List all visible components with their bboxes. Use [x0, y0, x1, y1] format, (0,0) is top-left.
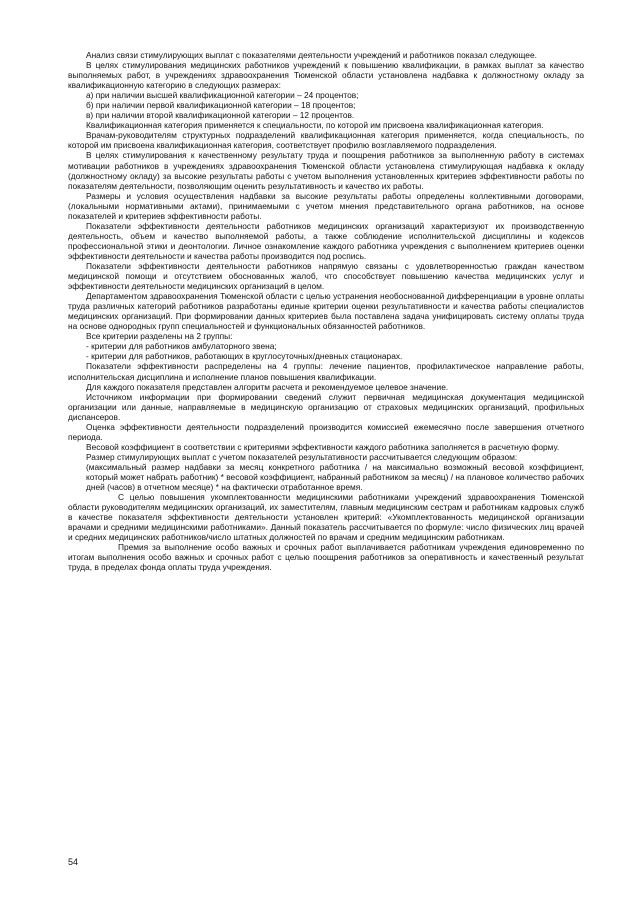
list-item: б) при наличии первой квалификационной категории – 18 процентов; — [86, 100, 356, 111]
paragraph: Департаментом здравоохранения Тюменской области с целью устранения необоснованной дифференциации в уровне оплаты труда различных категорий работников разработаны единые критерии оценки результативности и качества работы специалистов медицинских организаций. При формировании данных критериев была поставлена задача унифицировать систему оплаты труда на основе однородных групп специальностей и функциональных обязанностей работников. — [68, 291, 584, 332]
list-item: - критерии для работников амбулаторного звена; — [86, 341, 277, 352]
list-item: - критерии для работников, работающих в круглосуточных/дневных стационарах. — [86, 351, 403, 362]
body-text — [68, 50, 584, 572]
paragraph: Врачам-руководителям структурных подразделений квалификационная категория применяется, когда специальность, по которой им присвоена квалификационная категория, соответствует профилю возглавляемого подразделения. — [68, 130, 584, 151]
paragraph: Для каждого показателя представлен алгоритм расчета и рекомендуемое целевое значение. — [86, 381, 449, 392]
list-item: в) при наличии второй квалификационной категории – 12 процентов. — [86, 110, 355, 121]
paragraph: Премия за выполнение особо важных и срочных работ выплачивается работникам учреждения единовременно по итогам выполнения особо важных и срочных работ с целью поощрения работников за оперативность и качественный результат труда, в пределах фонда оплаты труда учреждения. — [68, 542, 584, 573]
paragraph: Источником информации при формировании сведений служит первичная медицинская документация медицинской организации или данные, направляемые в медицинскую организацию от страховых медицинских организаций, профильных диспансеров. — [68, 391, 584, 422]
paragraph: Квалификационная категория применяется к специальности, по которой им присвоена квалификационная категория. — [86, 120, 544, 131]
paragraph: В целях стимулирования медицинских работников учреждений к повышению квалификации, в рамках выплат за качество выполняемых работ, в учреждениях здравоохранения Тюменской области установлена надбавка к должностному окладу за квалификационную категорию в следующих размерах: — [68, 60, 584, 91]
paragraph: Все критерии разделены на 2 группы: — [86, 331, 233, 342]
page-number: 54 — [68, 857, 79, 867]
paragraph: Показатели эффективности деятельности работников напрямую связаны с удовлетворенностью граждан качеством медицинской помощи и отсутствием обоснованных жалоб, что способствует повышению качества медицинских услуг и эффективности деятельности медицинских организаций в целом. — [68, 260, 584, 292]
paragraph: Показатели эффективности распределены на 4 группы: лечение пациентов, профилактическое направление работы, исполнительская дисциплина и исполнение планов повышения квалификации. — [68, 361, 584, 382]
list-item: а) при наличии высшей квалификационной категории – 24 процентов; — [86, 90, 359, 101]
paragraph: Оценка эффективности деятельности подразделений производится комиссией ежемесячно после завершения отчетного периода. — [68, 421, 584, 442]
paragraph: С целью повышения укомплектованности медицинскими работниками учреждений здравоохранения Тюменской области руководителям медицинских организаций, их заместителям, главным медицинским сестрам и работникам кадровых служб в качестве показателя эффективности деятельности установлен критерий: «Укомплектованность медицинской организации врачами и средними медицинскими работниками». Данный показатель рассчитывается по формуле: число физических лиц врачей и средних медицинских работников/число штатных должностей по врачам и средним медицинским работникам. — [68, 492, 584, 543]
paragraph: Анализ связи стимулирующих выплат с показателями деятельности учреждений и работников показал следующее. — [86, 50, 537, 60]
paragraph: Размеры и условия осуществления надбавки за высокие результаты работы определены коллективными договорами, (локальными нормативными актами), принимаемыми с учетом мнения представительного органа работников, на основе показателей и критериев эффективности работы. — [68, 190, 584, 221]
formula-paragraph: (максимальный размер надбавки за месяц конкретного работника / на максимально возможный весовой коэффициент, который может набрать работник) * весовой коэффициент, набранный работником за месяц) / на плановое количество рабочих дней (часов) в отчетном месяце) * на фактически отработанное время. — [86, 461, 584, 493]
paragraph: Показатели эффективности деятельности работников медицинских организаций характеризуют их производственную деятельность, объем и качество выполняемой работы, а также соблюдение исполнительской дисциплины и кодексов профессиональной этики и деонтологии. Личное ознакомление каждого работника учреждения с выполнением критериев оценки эффективности деятельности и качества работы производится под роспись. — [68, 220, 584, 261]
paragraph: Размер стимулирующих выплат с учетом показателей результативности рассчитывается следующим образом: — [86, 451, 518, 462]
paragraph: Весовой коэффициент в соответствии с критериями эффективности каждого работника заполняется в расчетную форму. — [86, 441, 560, 452]
paragraph: В целях стимулирования к качественному результату труда и поощрения работников за выполненную работу в системах мотивации работников в учреждениях здравоохранения Тюменской области установлена стимулирующая надбавка к окладу (должностному окладу) за высокие результаты работы с учетом выполнения установленных критериев эффективности работы по показателям деятельности, позволяющим оценить результативность и качество их работы. — [68, 150, 584, 191]
